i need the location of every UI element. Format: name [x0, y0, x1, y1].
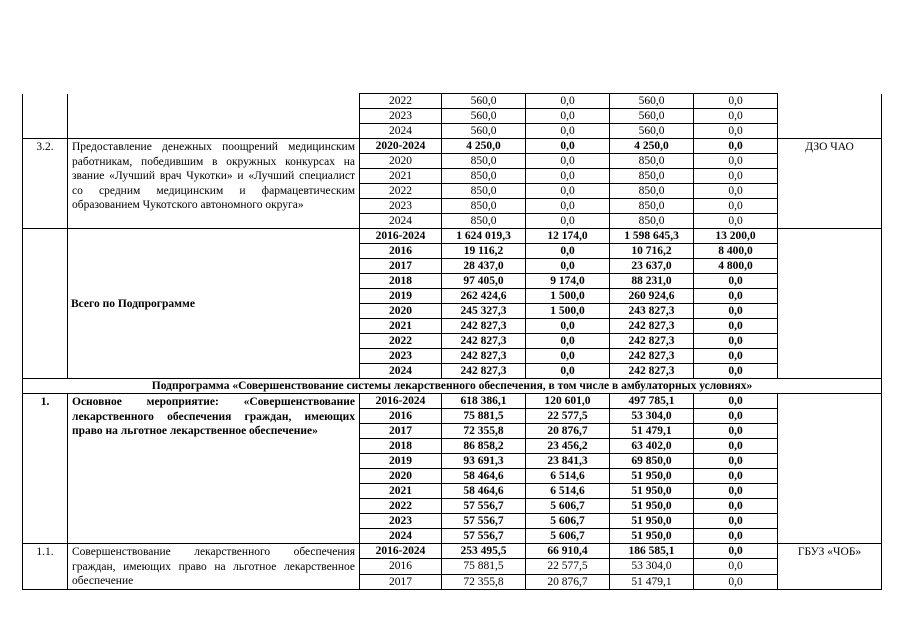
- other-sources-cell: 0,0: [694, 469, 778, 484]
- item-code: [23, 94, 68, 139]
- budget-table: [22, 93, 882, 590]
- year-cell: 2016-2024: [360, 394, 442, 409]
- year-cell: 2020: [360, 469, 442, 484]
- district-budget-cell: 497 785,1: [610, 394, 694, 409]
- other-sources-cell: 0,0: [694, 499, 778, 514]
- district-budget-cell: 10 716,2: [610, 244, 694, 259]
- total-cell: 93 691,3: [442, 454, 526, 469]
- district-budget-cell: 51 950,0: [610, 514, 694, 529]
- district-budget-cell: 242 827,3: [610, 364, 694, 379]
- district-budget-cell: 242 827,3: [610, 334, 694, 349]
- total-cell: 262 424,6: [442, 289, 526, 304]
- year-cell: 2016: [360, 244, 442, 259]
- total-cell: 850,0: [442, 199, 526, 214]
- year-cell: 2016: [360, 409, 442, 424]
- year-cell: 2018: [360, 274, 442, 289]
- description-cell: [68, 94, 360, 139]
- section-header-row: [23, 379, 882, 394]
- other-sources-cell: 0,0: [694, 94, 778, 109]
- district-budget-cell: 850,0: [610, 154, 694, 169]
- year-cell: 2022: [360, 94, 442, 109]
- total-cell: 57 556,7: [442, 529, 526, 544]
- district-budget-cell: 53 304,0: [610, 409, 694, 424]
- year-cell: 2016: [360, 559, 442, 574]
- total-cell: 1 624 019,3: [442, 229, 526, 244]
- federal-budget-cell: 12 174,0: [526, 229, 610, 244]
- year-cell: 2023: [360, 199, 442, 214]
- federal-budget-cell: 6 514,6: [526, 469, 610, 484]
- other-sources-cell: 0,0: [694, 334, 778, 349]
- other-sources-cell: 0,0: [694, 214, 778, 229]
- year-cell: 2022: [360, 499, 442, 514]
- total-cell: 19 116,2: [442, 244, 526, 259]
- federal-budget-cell: 0,0: [526, 124, 610, 139]
- other-sources-cell: 13 200,0: [694, 229, 778, 244]
- year-cell: 2020-2024: [360, 139, 442, 154]
- other-sources-cell: 0,0: [694, 424, 778, 439]
- total-cell: 57 556,7: [442, 499, 526, 514]
- table-row: [23, 229, 882, 244]
- federal-budget-cell: 6 514,6: [526, 484, 610, 499]
- federal-budget-cell: 0,0: [526, 199, 610, 214]
- total-cell: 560,0: [442, 94, 526, 109]
- year-cell: 2022: [360, 334, 442, 349]
- other-sources-cell: 0,0: [694, 409, 778, 424]
- other-sources-cell: 0,0: [694, 139, 778, 154]
- district-budget-cell: 850,0: [610, 169, 694, 184]
- federal-budget-cell: 5 606,7: [526, 529, 610, 544]
- total-cell: 57 556,7: [442, 514, 526, 529]
- federal-budget-cell: 0,0: [526, 154, 610, 169]
- table-row: [23, 94, 882, 109]
- item-code: 1.1.: [23, 544, 68, 590]
- other-sources-cell: 0,0: [694, 304, 778, 319]
- federal-budget-cell: 0,0: [526, 244, 610, 259]
- executor-cell: [778, 229, 882, 379]
- year-cell: 2021: [360, 319, 442, 334]
- year-cell: 2024: [360, 214, 442, 229]
- district-budget-cell: 51 950,0: [610, 529, 694, 544]
- district-budget-cell: 69 850,0: [610, 454, 694, 469]
- other-sources-cell: 0,0: [694, 199, 778, 214]
- federal-budget-cell: 0,0: [526, 169, 610, 184]
- year-cell: 2020: [360, 304, 442, 319]
- district-budget-cell: 4 250,0: [610, 139, 694, 154]
- other-sources-cell: 0,0: [694, 109, 778, 124]
- other-sources-cell: 0,0: [694, 529, 778, 544]
- table-row: [23, 139, 882, 154]
- total-cell: 4 250,0: [442, 139, 526, 154]
- other-sources-cell: 0,0: [694, 349, 778, 364]
- total-cell: 560,0: [442, 124, 526, 139]
- year-cell: 2024: [360, 529, 442, 544]
- district-budget-cell: 243 827,3: [610, 304, 694, 319]
- total-cell: 75 881,5: [442, 409, 526, 424]
- year-cell: 2019: [360, 289, 442, 304]
- federal-budget-cell: 23 456,2: [526, 439, 610, 454]
- federal-budget-cell: 0,0: [526, 94, 610, 109]
- item-code: 1.: [23, 394, 68, 544]
- year-cell: 2024: [360, 124, 442, 139]
- total-cell: 253 495,5: [442, 544, 526, 559]
- item-code: [23, 229, 68, 379]
- district-budget-cell: 560,0: [610, 94, 694, 109]
- federal-budget-cell: 0,0: [526, 364, 610, 379]
- federal-budget-cell: 0,0: [526, 349, 610, 364]
- other-sources-cell: 8 400,0: [694, 244, 778, 259]
- executor-cell: [778, 394, 882, 544]
- year-cell: 2017: [360, 574, 442, 589]
- other-sources-cell: 0,0: [694, 289, 778, 304]
- federal-budget-cell: 66 910,4: [526, 544, 610, 559]
- district-budget-cell: 88 231,0: [610, 274, 694, 289]
- federal-budget-cell: 0,0: [526, 214, 610, 229]
- year-cell: 2016-2024: [360, 544, 442, 559]
- other-sources-cell: 0,0: [694, 124, 778, 139]
- other-sources-cell: 0,0: [694, 544, 778, 559]
- program-budget-table-page: [22, 93, 882, 590]
- total-cell: 242 827,3: [442, 319, 526, 334]
- other-sources-cell: 0,0: [694, 169, 778, 184]
- total-cell: 75 881,5: [442, 559, 526, 574]
- federal-budget-cell: 5 606,7: [526, 499, 610, 514]
- year-cell: 2024: [360, 364, 442, 379]
- district-budget-cell: 850,0: [610, 199, 694, 214]
- other-sources-cell: 0,0: [694, 394, 778, 409]
- total-cell: 850,0: [442, 169, 526, 184]
- federal-budget-cell: 22 577,5: [526, 559, 610, 574]
- district-budget-cell: 260 924,6: [610, 289, 694, 304]
- total-cell: 58 464,6: [442, 469, 526, 484]
- table-row: [23, 544, 882, 559]
- other-sources-cell: 0,0: [694, 439, 778, 454]
- district-budget-cell: 242 827,3: [610, 349, 694, 364]
- total-cell: 86 858,2: [442, 439, 526, 454]
- year-cell: 2020: [360, 154, 442, 169]
- federal-budget-cell: 0,0: [526, 334, 610, 349]
- year-cell: 2017: [360, 259, 442, 274]
- federal-budget-cell: 0,0: [526, 184, 610, 199]
- district-budget-cell: 23 637,0: [610, 259, 694, 274]
- year-cell: 2016-2024: [360, 229, 442, 244]
- federal-budget-cell: 0,0: [526, 319, 610, 334]
- federal-budget-cell: 0,0: [526, 259, 610, 274]
- federal-budget-cell: 1 500,0: [526, 289, 610, 304]
- other-sources-cell: 0,0: [694, 484, 778, 499]
- measure-description: Предоставление денежных поощрений медицинским работникам, победившим в окружных конкурсах на звание «Лучший врач Чукотки» и «Лучший специалист со средним медицинским и фармацевтическим образованием Чукотского автономного округа»: [68, 139, 360, 229]
- item-code: 3.2.: [23, 139, 68, 229]
- other-sources-cell: 0,0: [694, 514, 778, 529]
- year-cell: 2019: [360, 454, 442, 469]
- total-cell: 242 827,3: [442, 364, 526, 379]
- total-cell: 850,0: [442, 214, 526, 229]
- district-budget-cell: 850,0: [610, 184, 694, 199]
- district-budget-cell: 51 479,1: [610, 424, 694, 439]
- other-sources-cell: 0,0: [694, 364, 778, 379]
- other-sources-cell: 0,0: [694, 154, 778, 169]
- district-budget-cell: 242 827,3: [610, 319, 694, 334]
- district-budget-cell: 560,0: [610, 124, 694, 139]
- federal-budget-cell: 20 876,7: [526, 574, 610, 589]
- year-cell: 2021: [360, 169, 442, 184]
- federal-budget-cell: 9 174,0: [526, 274, 610, 289]
- total-cell: 850,0: [442, 154, 526, 169]
- table-row: [23, 394, 882, 409]
- total-cell: 72 355,8: [442, 424, 526, 439]
- year-cell: 2022: [360, 184, 442, 199]
- federal-budget-cell: 120 601,0: [526, 394, 610, 409]
- subprogram-title: Подпрограмма «Совершенствование системы лекарственного обеспечения, в том числе в амбулаторных условиях»: [23, 379, 882, 394]
- total-cell: 242 827,3: [442, 334, 526, 349]
- other-sources-cell: 0,0: [694, 274, 778, 289]
- total-cell: 28 437,0: [442, 259, 526, 274]
- total-cell: 58 464,6: [442, 484, 526, 499]
- total-cell: 97 405,0: [442, 274, 526, 289]
- total-cell: 560,0: [442, 109, 526, 124]
- year-cell: 2023: [360, 109, 442, 124]
- year-cell: 2018: [360, 439, 442, 454]
- measure-description: Совершенствование лекарственного обеспечения граждан, имеющих право на льготное лекарственное обеспечение: [68, 544, 360, 590]
- total-cell: 618 386,1: [442, 394, 526, 409]
- subprogram-total-label: Всего по Подпрограмме: [68, 229, 360, 379]
- district-budget-cell: 186 585,1: [610, 544, 694, 559]
- federal-budget-cell: 5 606,7: [526, 514, 610, 529]
- district-budget-cell: 850,0: [610, 214, 694, 229]
- year-cell: 2021: [360, 484, 442, 499]
- total-cell: 850,0: [442, 184, 526, 199]
- year-cell: 2017: [360, 424, 442, 439]
- federal-budget-cell: 22 577,5: [526, 409, 610, 424]
- total-cell: 245 327,3: [442, 304, 526, 319]
- total-cell: 72 355,8: [442, 574, 526, 589]
- federal-budget-cell: 0,0: [526, 139, 610, 154]
- federal-budget-cell: 23 841,3: [526, 454, 610, 469]
- other-sources-cell: 4 800,0: [694, 259, 778, 274]
- district-budget-cell: 560,0: [610, 109, 694, 124]
- total-cell: 242 827,3: [442, 349, 526, 364]
- other-sources-cell: 0,0: [694, 319, 778, 334]
- federal-budget-cell: 1 500,0: [526, 304, 610, 319]
- district-budget-cell: 51 479,1: [610, 574, 694, 589]
- year-cell: 2023: [360, 514, 442, 529]
- main-activity-description: Основное мероприятие: «Совершенствование лекарственного обеспечения граждан, имеющих право на льготное лекарственное обеспечение»: [68, 394, 360, 544]
- other-sources-cell: 0,0: [694, 184, 778, 199]
- district-budget-cell: 51 950,0: [610, 499, 694, 514]
- district-budget-cell: 51 950,0: [610, 484, 694, 499]
- district-budget-cell: 51 950,0: [610, 469, 694, 484]
- district-budget-cell: 53 304,0: [610, 559, 694, 574]
- district-budget-cell: 63 402,0: [610, 439, 694, 454]
- federal-budget-cell: 20 876,7: [526, 424, 610, 439]
- executor-cell: [778, 94, 882, 139]
- other-sources-cell: 0,0: [694, 574, 778, 589]
- executor-cell: ДЗО ЧАО: [778, 139, 882, 229]
- other-sources-cell: 0,0: [694, 454, 778, 469]
- year-cell: 2023: [360, 349, 442, 364]
- executor-cell: ГБУЗ «ЧОБ»: [778, 544, 882, 590]
- other-sources-cell: 0,0: [694, 559, 778, 574]
- district-budget-cell: 1 598 645,3: [610, 229, 694, 244]
- federal-budget-cell: 0,0: [526, 109, 610, 124]
